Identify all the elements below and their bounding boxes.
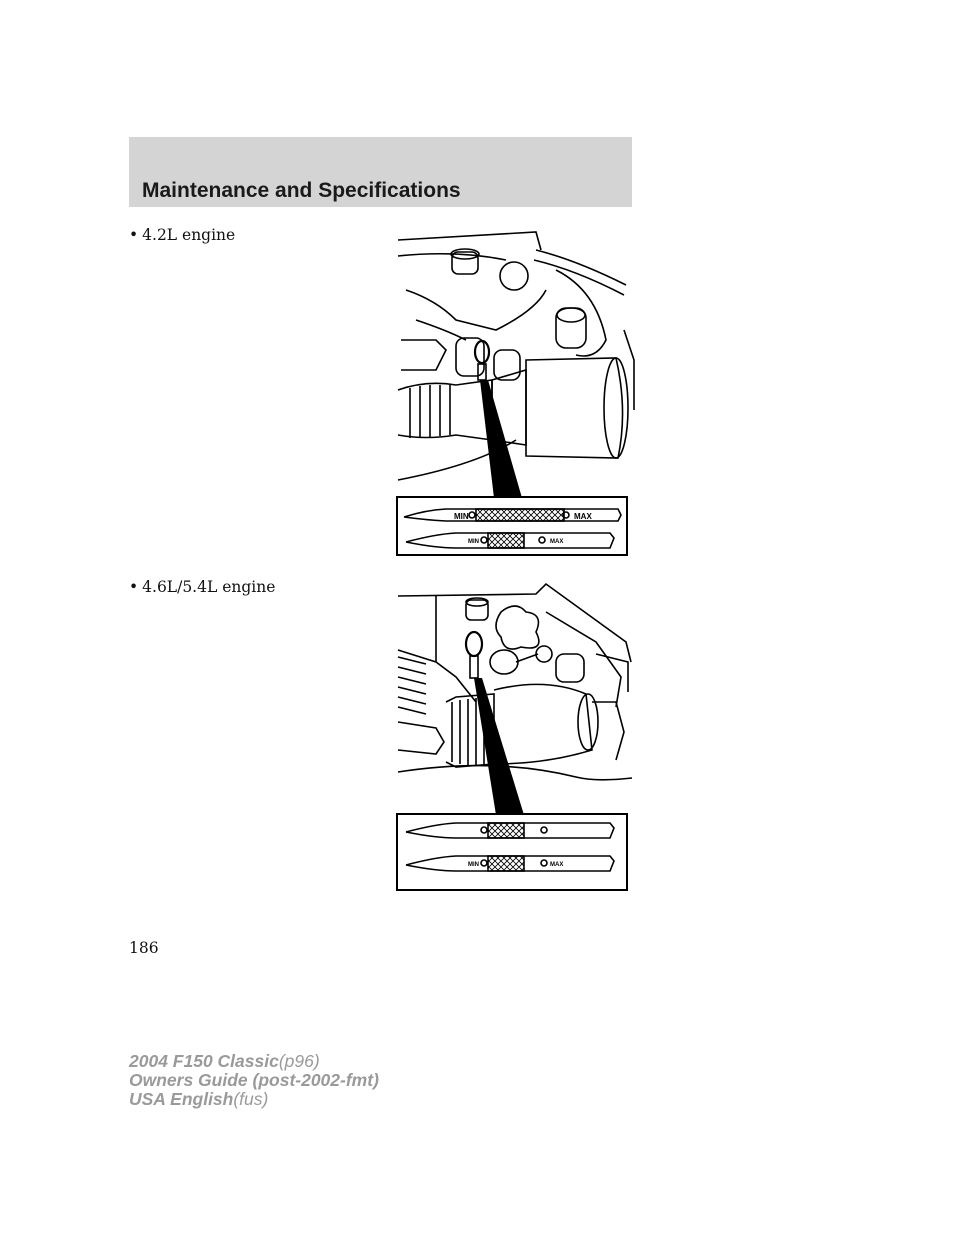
document-footer: [129, 1052, 379, 1109]
footer-language: USA English: [129, 1089, 234, 1109]
footer-model: 2004 F150 Classic: [129, 1051, 279, 1071]
bullet-text: 4.6L/5.4L engine: [142, 578, 276, 596]
bullet-text: 4.2L engine: [142, 226, 236, 244]
engine-drawing: [398, 232, 634, 480]
footer-line-2: [129, 1071, 379, 1090]
engine-drawing: [398, 584, 632, 780]
bullet-item-4-2l: [129, 226, 235, 244]
dipstick-bottom-max-label: MAX: [550, 539, 564, 545]
engine-illustration-4-2l: [396, 230, 636, 560]
dipstick-handle-icon: [466, 632, 482, 656]
footer-line-3: [129, 1090, 379, 1109]
dipstick-handle-icon: [475, 341, 489, 363]
bullet-marker: •: [129, 578, 139, 596]
engine-illustration-4-6l-5-4l: [396, 582, 636, 894]
dipstick-bottom-max-label: MAX: [550, 862, 564, 868]
dipstick-top-min-label: MIN: [454, 512, 469, 521]
page-number: 186: [129, 939, 159, 957]
section-header: [129, 137, 632, 207]
dipstick-tube-icon: [470, 656, 478, 678]
footer-line-1: [129, 1052, 379, 1071]
bullet-marker: •: [129, 226, 139, 244]
footer-guide: Owners Guide (post-2002-fmt): [129, 1070, 379, 1090]
footer-model-code: (p96): [278, 1051, 320, 1071]
bullet-item-4-6l-5-4l: [129, 578, 275, 596]
dipstick-bottom-min-label: MIN: [468, 539, 479, 545]
dipstick-bottom-min-label: MIN: [468, 862, 479, 868]
callout-pointer: [474, 678, 524, 815]
section-title: Maintenance and Specifications: [142, 179, 461, 202]
footer-language-code: (fus): [233, 1089, 269, 1109]
dipstick-top-max-label: MAX: [574, 512, 592, 521]
